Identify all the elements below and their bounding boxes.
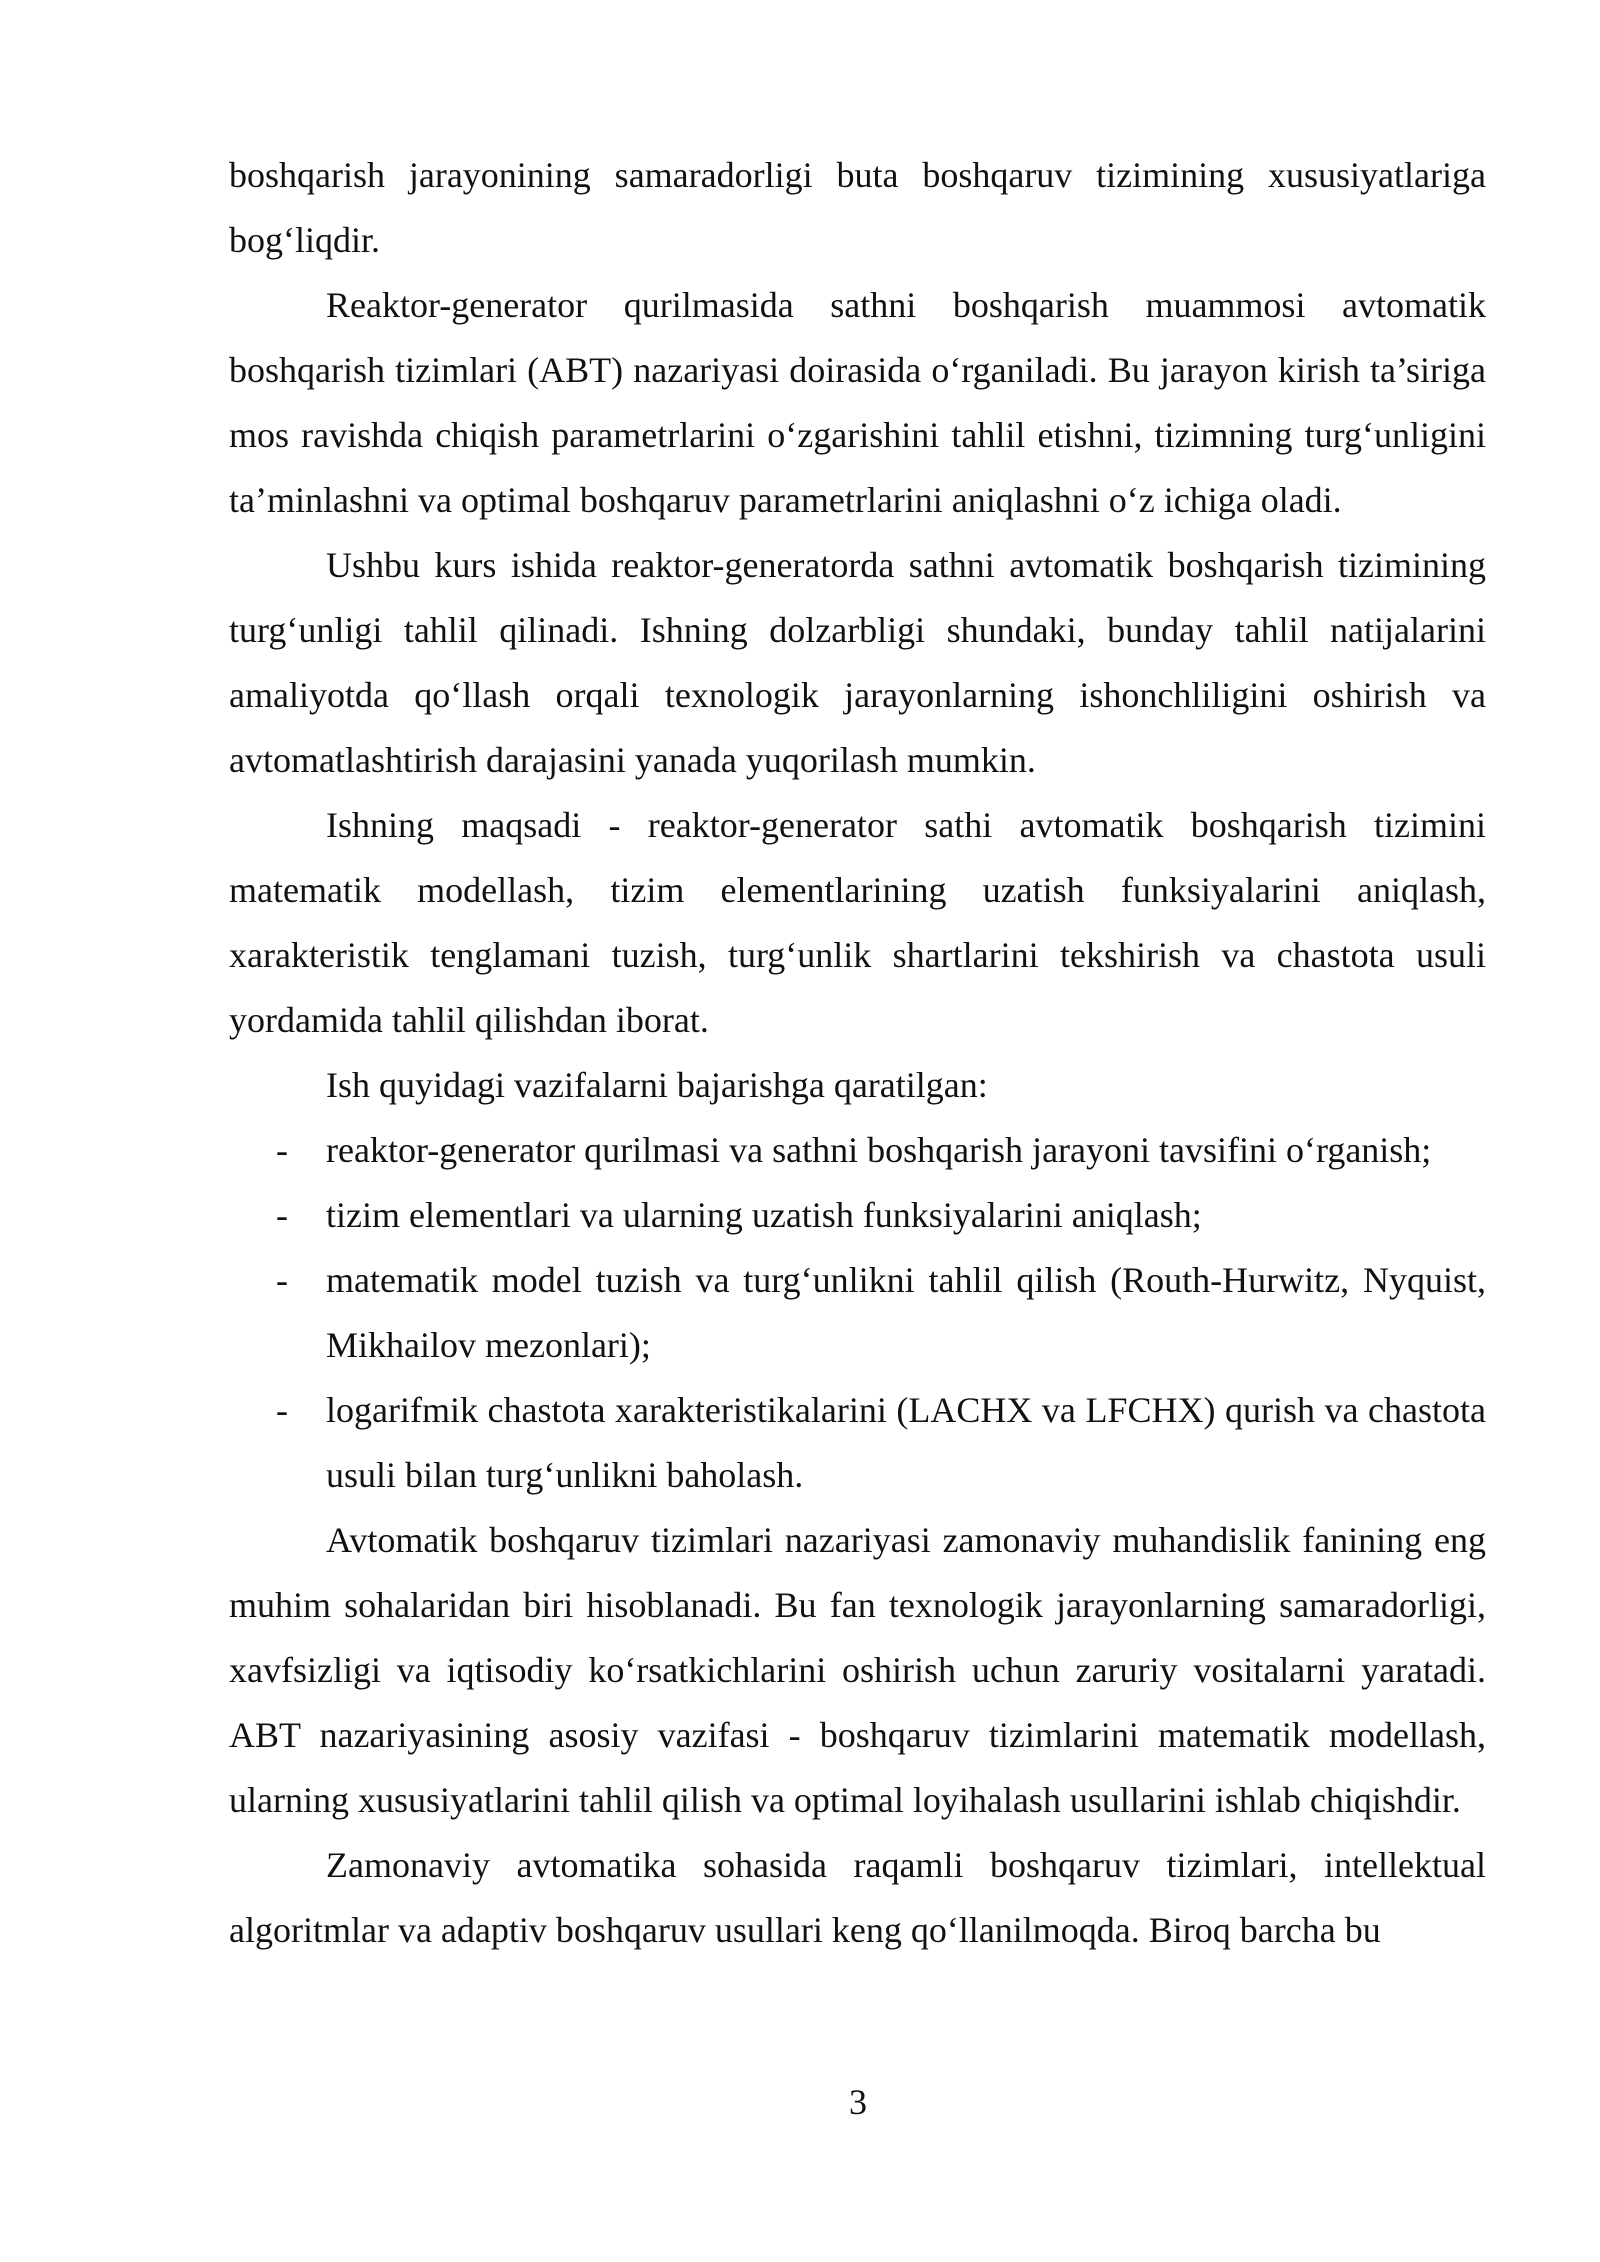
paragraph-tasks-intro: Ish quyidagi vazifalarni bajarishga qaratilgan: — [326, 1065, 988, 1105]
list-item-text: matematik model tuzish va turg‘unlikni tahlil qilish (Routh-Hurwitz, Nyquist, Mikhailov mezonlari); — [326, 1260, 1486, 1365]
list-dash: - — [276, 1195, 288, 1235]
list-item-text: reaktor-generator qurilmasi va sathni boshqarish jarayoni tavsifini o‘rganish; — [326, 1130, 1432, 1170]
paragraph-goal: Ishning maqsadi - reaktor-generator sathi avtomatik boshqarish tizimini matematik modellash, tizim elementlarining uzatish funksiyalarini aniqlash, xarakteristik tenglamani tuzish, turg‘unlik shartlarini tekshirish va chastota usuli yordamida tahlil qilishdan iborat. — [229, 805, 1486, 1040]
list-item — [229, 1248, 1486, 1378]
list-item — [229, 1118, 1486, 1183]
list-item-text: tizim elementlari va ularning uzatish funksiyalarini aniqlash; — [326, 1195, 1202, 1235]
list-dash: - — [276, 1390, 288, 1430]
page-body — [229, 143, 1486, 1963]
paragraph-modern-automation: Zamonaviy avtomatika sohasida raqamli boshqaruv tizimlari, intellektual algoritmlar va adaptiv boshqaruv usullari keng qo‘llanilmoqda. Biroq barcha bu — [229, 1845, 1486, 1950]
list-dash: - — [276, 1260, 288, 1300]
list-item — [229, 1183, 1486, 1248]
paragraph-problem-statement: Reaktor-generator qurilmasida sathni boshqarish muammosi avtomatik boshqarish tizimlari (ABT) nazariyasi doirasida o‘rganiladi. Bu jarayon kirish ta’siriga mos ravishda chiqish parametrlarini o‘zgarishini tahlil etishni, tizimning turg‘unligini ta’minlashni va optimal boshqaruv parametrlarini aniqlashni o‘z ichiga oladi. — [229, 285, 1486, 520]
paragraph-continuation: boshqarish jarayonining samaradorligi buta boshqaruv tizimining xususiyatlariga bog‘liqdir. — [229, 155, 1486, 260]
page-number: 3 — [849, 2082, 867, 2122]
list-item-text: logarifmik chastota xarakteristikalarini (LACHX va LFCHX) qurish va chastota usuli bilan turg‘unlikni baholash. — [326, 1390, 1486, 1495]
list-dash: - — [276, 1130, 288, 1170]
list-item — [229, 1378, 1486, 1508]
paragraph-abt-theory: Avtomatik boshqaruv tizimlari nazariyasi zamonaviy muhandislik fanining eng muhim sohalaridan biri hisoblanadi. Bu fan texnologik jarayonlarning samaradorligi, xavfsizligi va iqtisodiy ko‘rsatkichlarini oshirish uchun zaruriy vositalarni yaratadi. ABT nazariyasining asosiy vazifasi - boshqaruv tizimlarini matematik modellash, ularning xususiyatlarini tahlil qilish va optimal loyihalash usullarini ishlab chiqishdir. — [229, 1520, 1486, 1820]
paragraph-relevance: Ushbu kurs ishida reaktor-generatorda sathni avtomatik boshqarish tizimining turg‘unligi tahlil qilinadi. Ishning dolzarbligi shundaki, bunday tahlil natijalarini amaliyotda qo‘llash orqali texnologik jarayonlarning ishonchliligini oshirish va avtomatlashtirish darajasini yanada yuqorilash mumkin. — [229, 545, 1486, 780]
task-list — [229, 1118, 1486, 1508]
